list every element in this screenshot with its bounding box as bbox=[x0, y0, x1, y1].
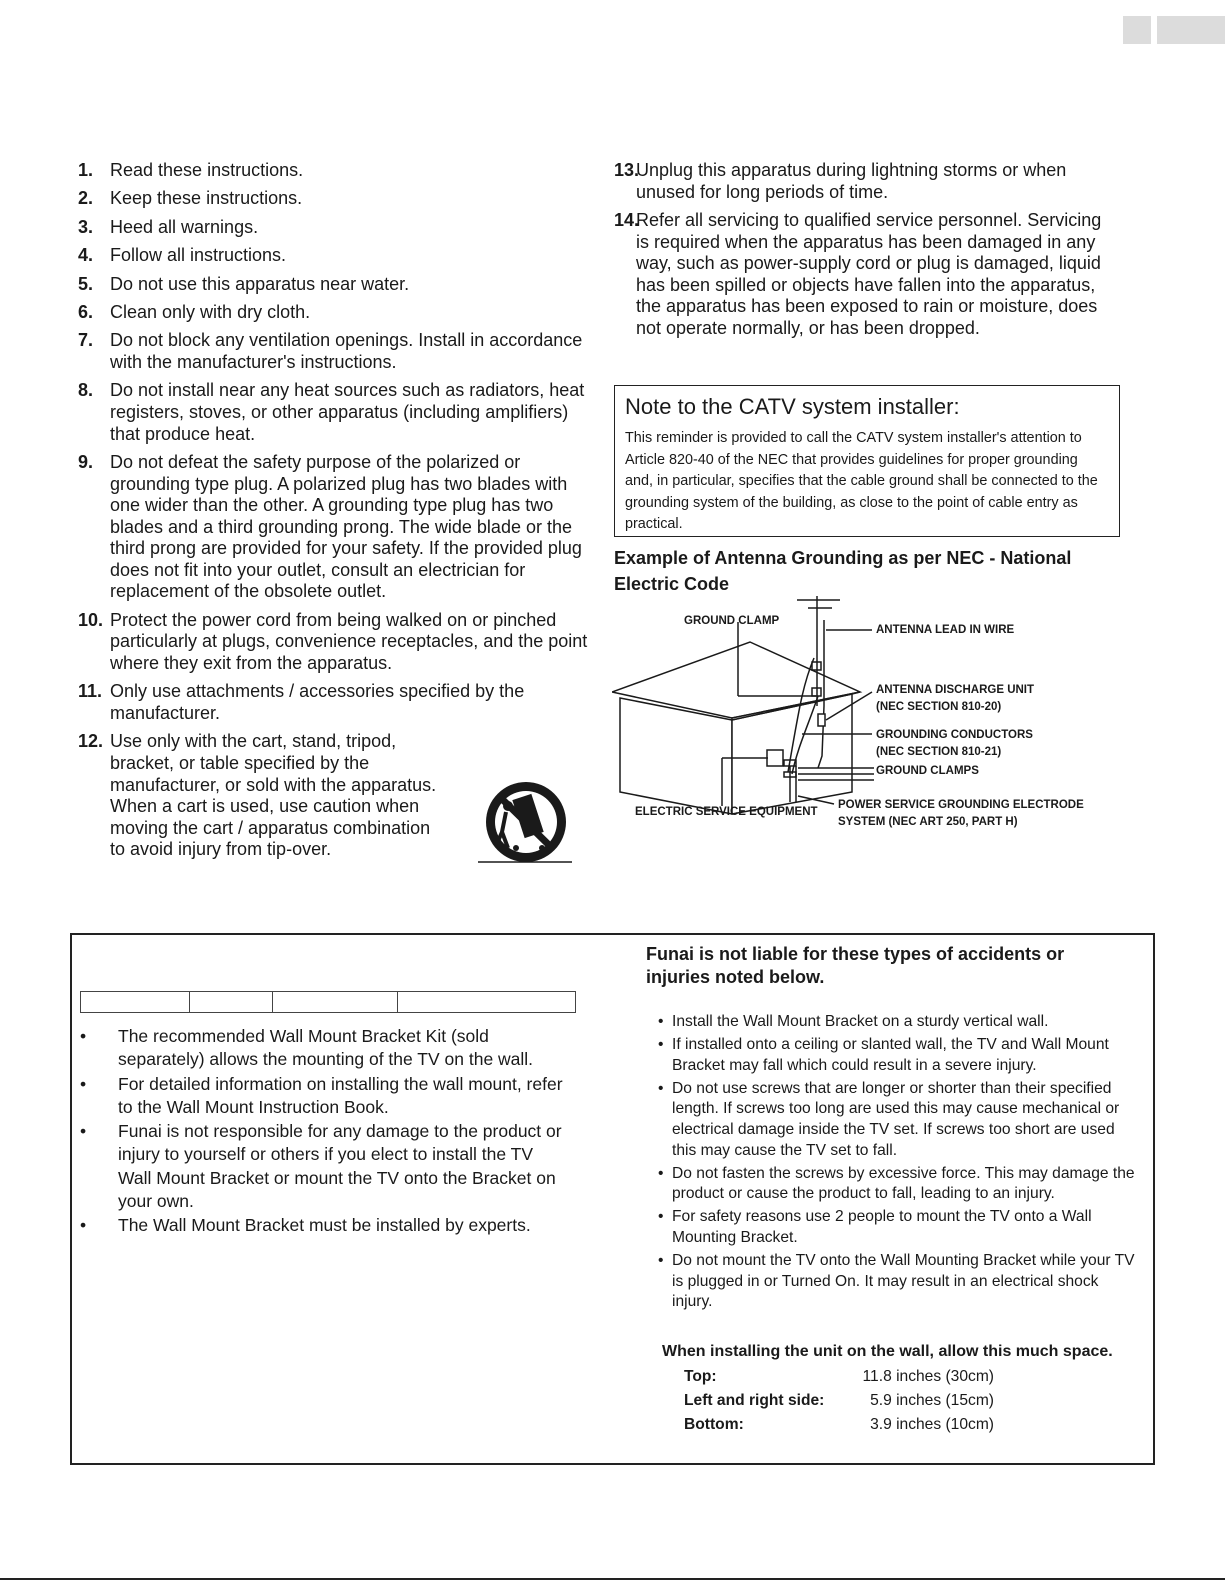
wall-mount-spec-table bbox=[80, 991, 576, 1013]
label-electric-service-equipment: ELECTRIC SERVICE EQUIPMENT bbox=[635, 806, 818, 818]
catv-note-body: This reminder is provided to call the CATV system installer's attention to Article 820-40 of the NEC that provides guidelines for proper grounding and, in particular, specifies that the cable ground shall be connected to the grounding system of the building, as close to the point of cable entry as practical. bbox=[625, 430, 1098, 533]
list-item: • The recommended Wall Mount Bracket Kit (sold separately) allows the mounting of the TV on the wall. bbox=[80, 1026, 534, 1070]
clearance-title: When installing the unit on the wall, allow this much space. bbox=[662, 1343, 1113, 1360]
clearance-value: 11.8 inches (30cm) bbox=[862, 1368, 994, 1385]
clearance-value: 5.9 inches (15cm) bbox=[870, 1392, 994, 1409]
list-item: • If installed onto a ceiling or slanted wall, the TV and Wall Mount Bracket may fall which could result in a severe injury. bbox=[658, 1036, 1109, 1074]
safety-instructions-left bbox=[78, 160, 593, 868]
antenna-grounding-heading: Example of Antenna Grounding as per NEC - National Electric Code bbox=[614, 548, 1072, 594]
clearance-label: Left and right side: bbox=[684, 1392, 825, 1409]
table-row bbox=[684, 1365, 994, 1389]
clearance-value: 3.9 inches (10cm) bbox=[870, 1416, 994, 1433]
list-item: • Do not fasten the screws by excessive force. This may damage the product or cause the product to fall, leading to an injury. bbox=[658, 1164, 1135, 1203]
instruction-item: 7. Do not block any ventilation openings. Install in accordance with the manufacturer's instructions. bbox=[78, 330, 583, 372]
instruction-item: 14. Refer all servicing to qualified service personnel. Servicing is required when the apparatus has been damaged in any way, such as power-supply cord or plug is damaged, liquid has been spilled or objects have fallen into the apparatus, the apparatus has been exposed to rain or moisture, does not operate normally, or has been dropped. bbox=[614, 209, 1102, 338]
label-nec-810-20: (NEC SECTION 810-20) bbox=[876, 701, 1002, 713]
funai-liability-title: Funai is not liable for these types of accidents or injuries noted below. bbox=[646, 944, 1065, 987]
label-grounding-conductors: GROUNDING CONDUCTORS bbox=[876, 729, 1033, 741]
list-item: • Do not use screws that are longer or shorter than their specified length. If screws too long are used this may cause mechanical or electrical damage inside the TV set. If screws too short are used this may cause the TV set to fall. bbox=[658, 1079, 1120, 1159]
instruction-item: 3. Heed all warnings. bbox=[78, 216, 259, 237]
list-item: • The Wall Mount Bracket must be installed by experts. bbox=[80, 1215, 531, 1236]
label-ground-clamp: GROUND CLAMP bbox=[684, 615, 780, 627]
page-tab-marker-wide bbox=[1157, 16, 1225, 44]
instruction-item: 4. Follow all instructions. bbox=[78, 245, 287, 266]
instruction-item: 8. Do not install near any heat sources such as radiators, heat registers, stoves, or other apparatus (including amplifiers) that produce heat. bbox=[78, 380, 585, 444]
list-item: • Install the Wall Mount Bracket on a sturdy vertical wall. bbox=[658, 1013, 1049, 1030]
label-antenna-lead-in-wire: ANTENNA LEAD IN WIRE bbox=[876, 624, 1015, 636]
safety-instructions-right bbox=[614, 160, 1114, 346]
instruction-item: 1. Read these instructions. bbox=[78, 160, 304, 180]
antenna-grounding-diagram bbox=[612, 596, 1122, 854]
list-item: • Funai is not responsible for any damage to the product or injury to yourself or others if you elect to install the TV Wall Mount Bracket or mount the TV onto the Bracket on your own. bbox=[80, 1121, 562, 1212]
instruction-item: 10. Protect the power cord from being walked on or pinched particularly at plugs, convenience receptacles, and the point where they exit from the apparatus. bbox=[78, 609, 588, 674]
page-tab-marker bbox=[1123, 16, 1151, 44]
label-nec-810-21: (NEC SECTION 810-21) bbox=[876, 746, 1002, 758]
instruction-item: 6. Clean only with dry cloth. bbox=[78, 301, 311, 322]
label-ground-clamps: GROUND CLAMPS bbox=[876, 765, 979, 777]
instruction-item: 11. Only use attachments / accessories specified by the manufacturer. bbox=[78, 681, 525, 724]
label-nec-art-250: SYSTEM (NEC ART 250, PART H) bbox=[838, 816, 1018, 828]
clearance-table bbox=[684, 1365, 994, 1437]
cart-warning-icon bbox=[472, 776, 580, 876]
wall-mount-section bbox=[70, 933, 1155, 1465]
clearance-label: Bottom: bbox=[684, 1416, 744, 1433]
label-antenna-discharge-unit: ANTENNA DISCHARGE UNIT bbox=[876, 684, 1035, 696]
spec-cell bbox=[273, 992, 398, 1013]
instruction-item: 13. Unplug this apparatus during lightning storms or when unused for long periods of time. bbox=[614, 160, 1067, 202]
catv-note-title: Note to the CATV system installer: bbox=[625, 394, 960, 419]
spec-cell bbox=[190, 992, 273, 1013]
wall-mount-notes bbox=[80, 1025, 570, 1239]
page-bottom-rule bbox=[0, 1578, 1225, 1580]
clearance-label: Top: bbox=[684, 1368, 717, 1385]
table-row bbox=[684, 1413, 994, 1437]
list-item: • For safety reasons use 2 people to mount the TV onto a Wall Mounting Bracket. bbox=[658, 1208, 1092, 1246]
instruction-item: 12. Use only with the cart, stand, tripod, bracket, or table specified by the manufacturer, or sold with the apparatus. When a cart is used, use caution when moving the cart / apparatus combination to avoid injury from tip-over. bbox=[78, 731, 437, 860]
funai-liability-list bbox=[658, 1012, 1138, 1315]
spec-cell bbox=[81, 992, 190, 1013]
instruction-item: 2. Keep these instructions. bbox=[78, 188, 303, 209]
label-power-service-grounding: POWER SERVICE GROUNDING ELECTRODE bbox=[838, 799, 1084, 811]
instruction-item: 5. Do not use this apparatus near water. bbox=[78, 273, 410, 294]
list-item: • Do not mount the TV onto the Wall Mounting Bracket while your TV is plugged in or Turned On. It may result in an electrical shock injury. bbox=[658, 1252, 1135, 1311]
catv-note-box bbox=[614, 385, 1120, 537]
list-item: • For detailed information on installing the wall mount, refer to the Wall Mount Instruction Book. bbox=[80, 1073, 563, 1117]
instruction-item: 9. Do not defeat the safety purpose of the polarized or grounding type plug. A polarized plug has two blades with one wider than the other. A grounding type plug has two blades and a third grounding prong. The wide blade or the third prong are provided for your safety. If the provided plug does not fit into your outlet, consult an electrician for replacement of the obsolete outlet. bbox=[78, 451, 582, 602]
table-row bbox=[684, 1389, 994, 1413]
spec-cell bbox=[398, 992, 576, 1013]
